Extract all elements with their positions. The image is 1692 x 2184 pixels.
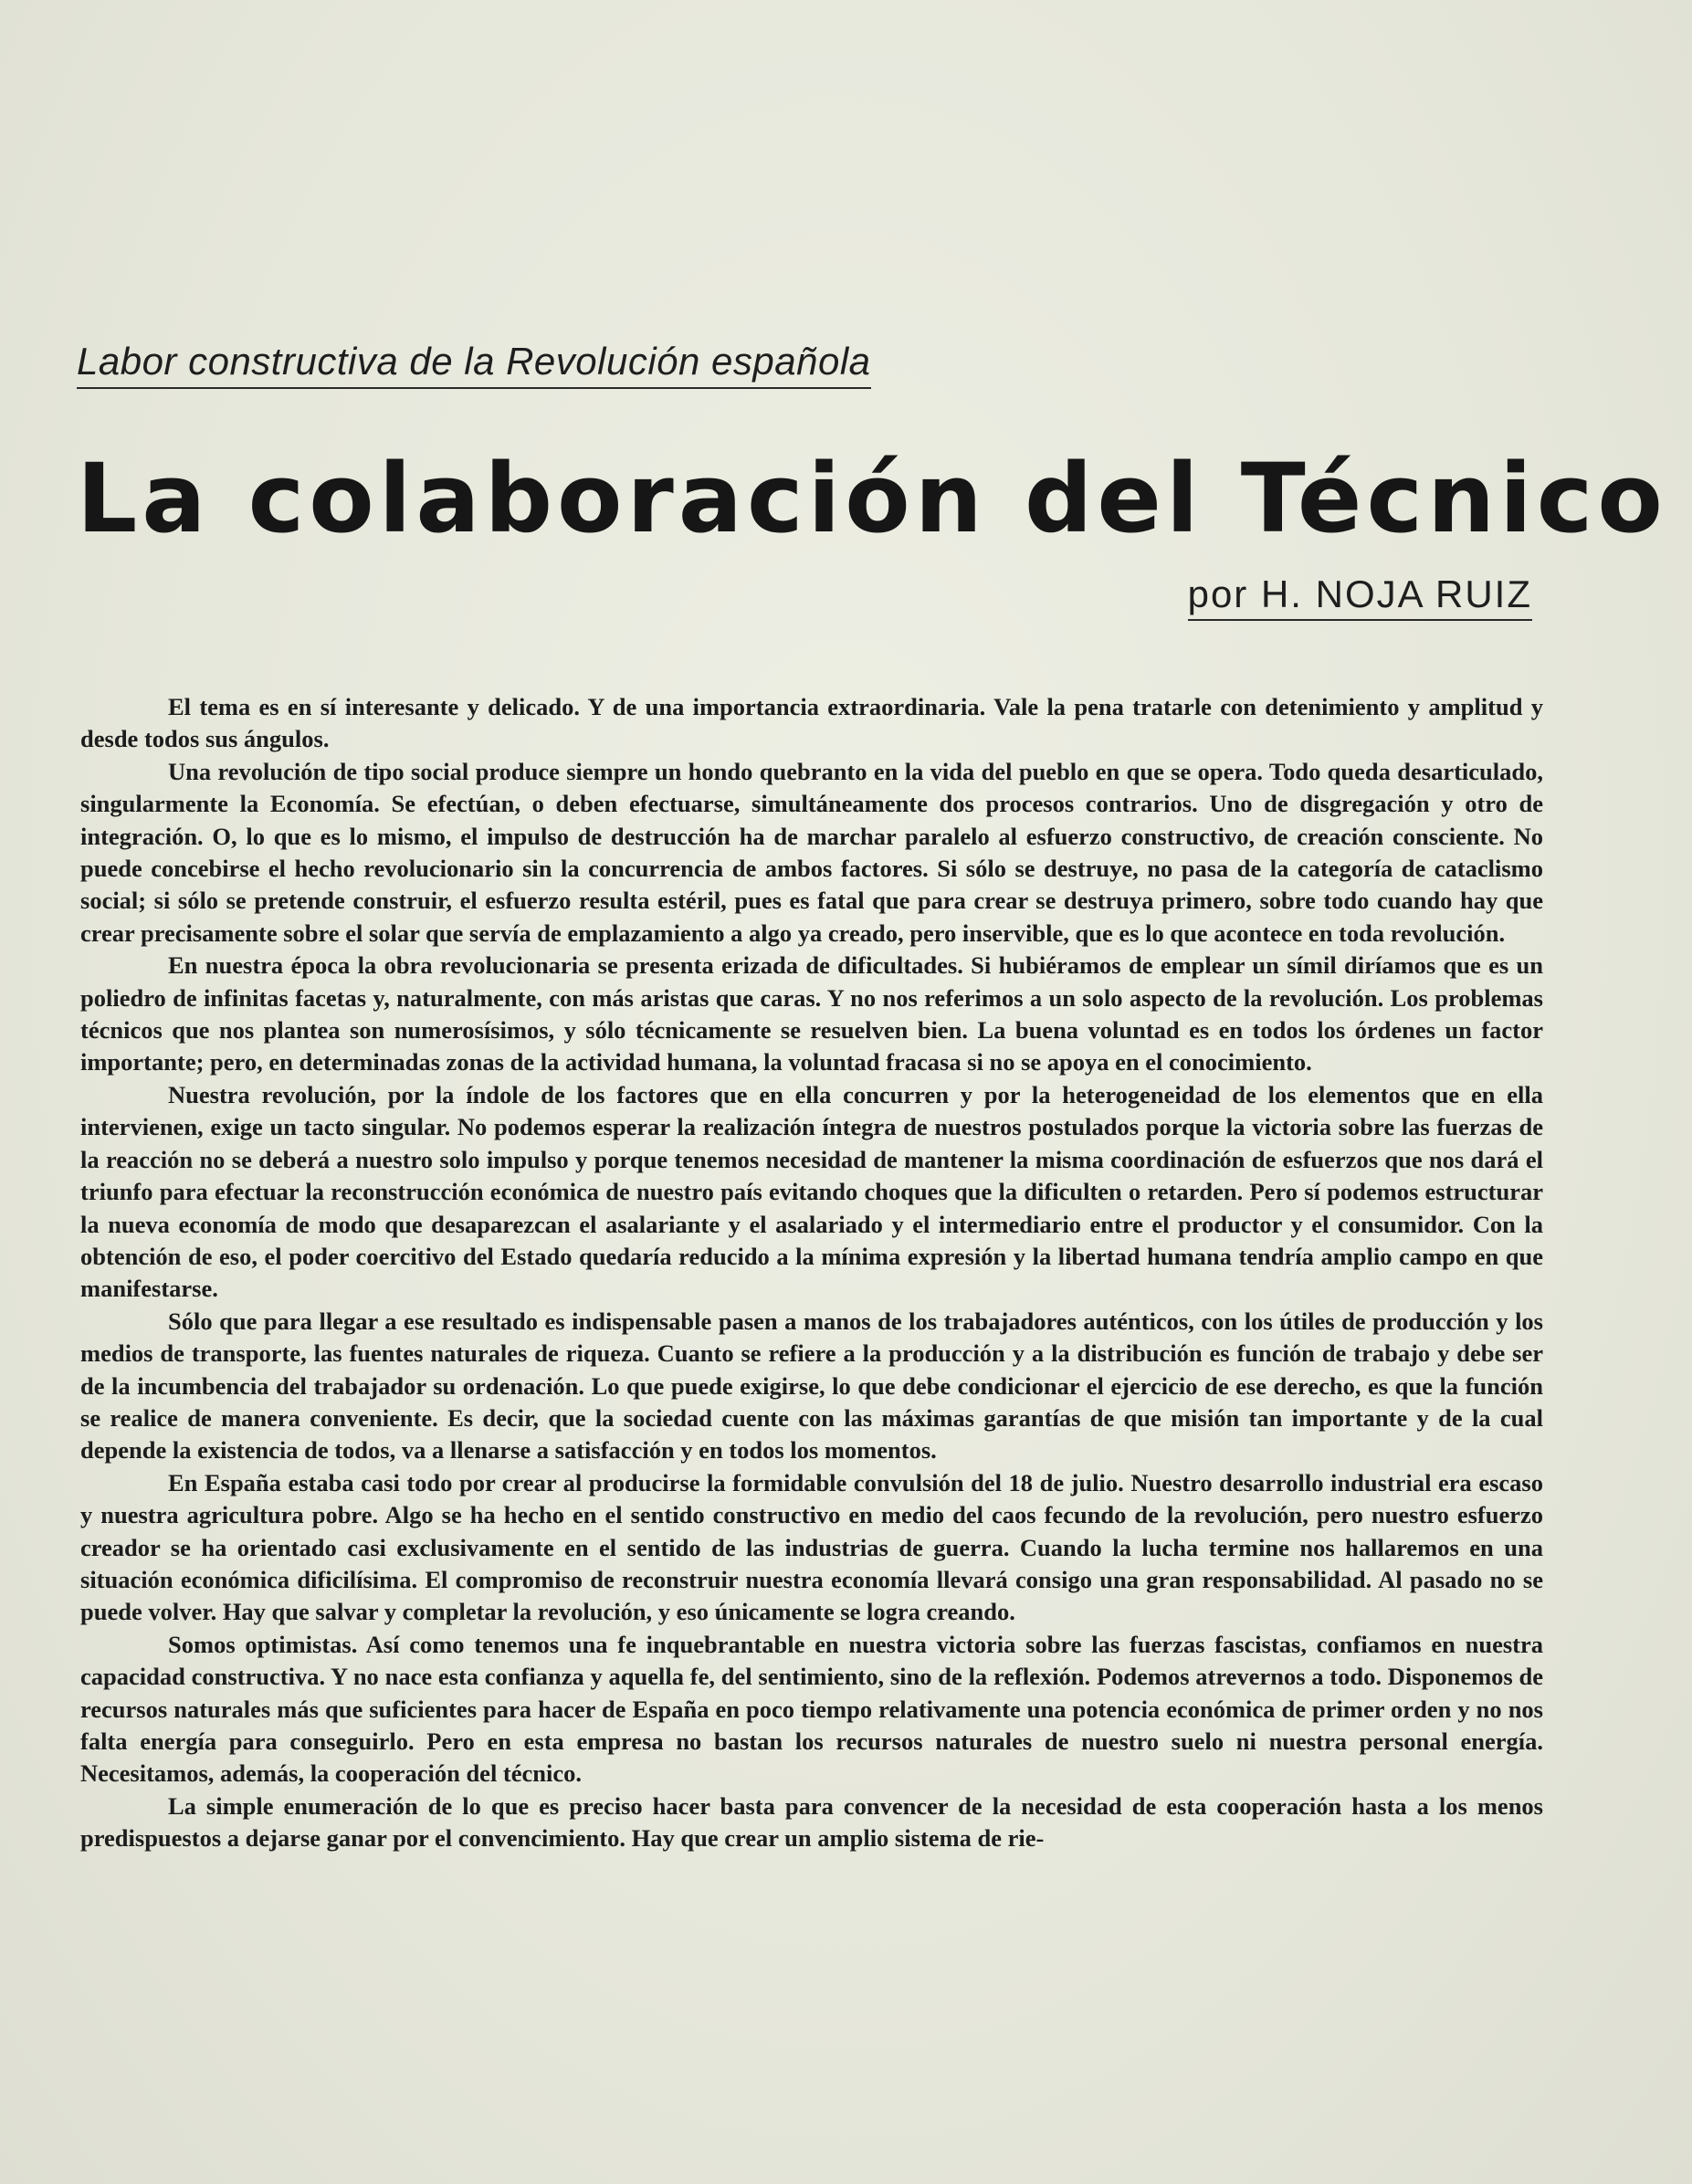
article-body <box>80 691 1543 1855</box>
section-heading: Labor constructiva de la Revolución española <box>77 340 871 389</box>
author-byline: por H. NOJA RUIZ <box>1188 572 1532 621</box>
paragraph: La simple enumeración de lo que es preciso hacer basta para convencer de la necesidad de esta cooperación hasta a los menos predispuestos a dejarse ganar por el convencimiento. Hay que crear un amplio sistema de rie- <box>80 1791 1543 1853</box>
paragraph: Una revolución de tipo social produce siempre un hondo quebranto en la vida del pueblo en que se opera. Todo queda desarticulado, singularmente la Economía. Se efectúan, o deben efectuarse, simultáneamente dos procesos contrarios. Uno de disgregación y otro de integración. O, lo que es lo mismo, el impulso de destrucción ha de marchar paralelo al esfuerzo constructivo, de creación consciente. No puede concebirse el hecho revolucionario sin la concurrencia de ambos factores. Si sólo se destruye, no pasa de la categoría de cataclismo social; si sólo se pretende construir, el esfuerzo resulta estéril, pues es fatal que para crear se destruya primero, sobre todo cuando hay que crear precisamente sobre el solar que servía de emplazamiento a algo ya creado, pero inservible, que es lo que acontece en toda revolución. <box>80 757 1543 947</box>
article-title: La colaboración del Técnico <box>77 443 1667 554</box>
paragraph: Sólo que para llegar a ese resultado es indispensable pasen a manos de los trabajadores auténticos, con los útiles de producción y los medios de transporte, las fuentes naturales de riqueza. Cuanto se refiere a la producción y a la distribución es función de trabajo y debe ser de la incumbencia del trabajador su ordenación. Lo que puede exigirse, lo que debe condicionar el ejercicio de ese derecho, es que la función se realice de manera conveniente. Es decir, que la sociedad cuente con las máximas garantías de que misión tan importante y de la cual depende la existencia de todos, va a llenarse a satisfacción y en todos los momentos. <box>80 1307 1543 1465</box>
paragraph: En España estaba casi todo por crear al producirse la formidable convulsión del 18 de julio. Nuestro desarrollo industrial era escaso y nuestra agricultura pobre. Algo se ha hecho en el sentido constructivo en medio del caos fecundo de la revolución, pero nuestro esfuerzo creador se ha orientado casi exclusivamente en el sentido de las industrias de guerra. Cuando la lucha termine nos hallaremos en una situación económica dificilísima. El compromiso de reconstruir nuestra economía llevará consigo una gran responsabilidad. Al pasado no se puede volver. Hay que salvar y completar la revolución, y eso únicamente se logra creando. <box>80 1468 1543 1626</box>
paragraph: En nuestra época la obra revolucionaria se presenta erizada de dificultades. Si hubiéramos de emplear un símil diríamos que es un poliedro de infinitas facetas y, naturalmente, con más aristas que caras. Y no nos referimos a un solo aspecto de la revolución. Los problemas técnicos que nos plantea son numerosísimos, y sólo técnicamente se resuelven bien. La buena voluntad es en todos los órdenes un factor importante; pero, en determinadas zonas de la actividad humana, la voluntad fracasa si no se apoya en el conocimiento. <box>80 951 1543 1076</box>
paragraph: Nuestra revolución, por la índole de los factores que en ella concurren y por la heterogeneidad de los elementos que en ella intervienen, exige un tacto singular. No podemos esperar la realización íntegra de nuestros postulados porque la victoria sobre las fuerzas de la reacción no se deberá a nuestro solo impulso y porque tenemos necesidad de mantener la misma coordinación de esfuerzos que nos dará el triunfo para efectuar la reconstrucción económica de nuestro país evitando choques que la dificulten o retarden. Pero sí podemos estructurar la nueva economía de modo que desaparezcan el asalariante y el asalariado y el intermediario entre el productor y el consumidor. Con la obtención de eso, el poder coercitivo del Estado quedaría reducido a la mínima expresión y la libertad humana tendría amplio campo en que manifestarse. <box>80 1080 1543 1303</box>
paragraph: El tema es en sí interesante y delicado. Y de una importancia extraordinaria. Vale la pena tratarle con detenimiento y amplitud y desde todos sus ángulos. <box>80 693 1543 753</box>
paragraph: Somos optimistas. Así como tenemos una fe inquebrantable en nuestra victoria sobre las fuerzas fascistas, confiamos en nuestra capacidad constructiva. Y no nace esta confianza y aquella fe, del sentimiento, sino de la reflexión. Podemos atrevernos a todo. Disponemos de recursos naturales más que suficientes para hacer de España en poco tiempo relativamente una potencia económica de primer orden y no nos falta energía para conseguirlo. Pero en esta empresa no bastan los recursos naturales de nuestro suelo ni nuestra personal energía. Necesitamos, además, la cooperación del técnico. <box>80 1630 1543 1788</box>
